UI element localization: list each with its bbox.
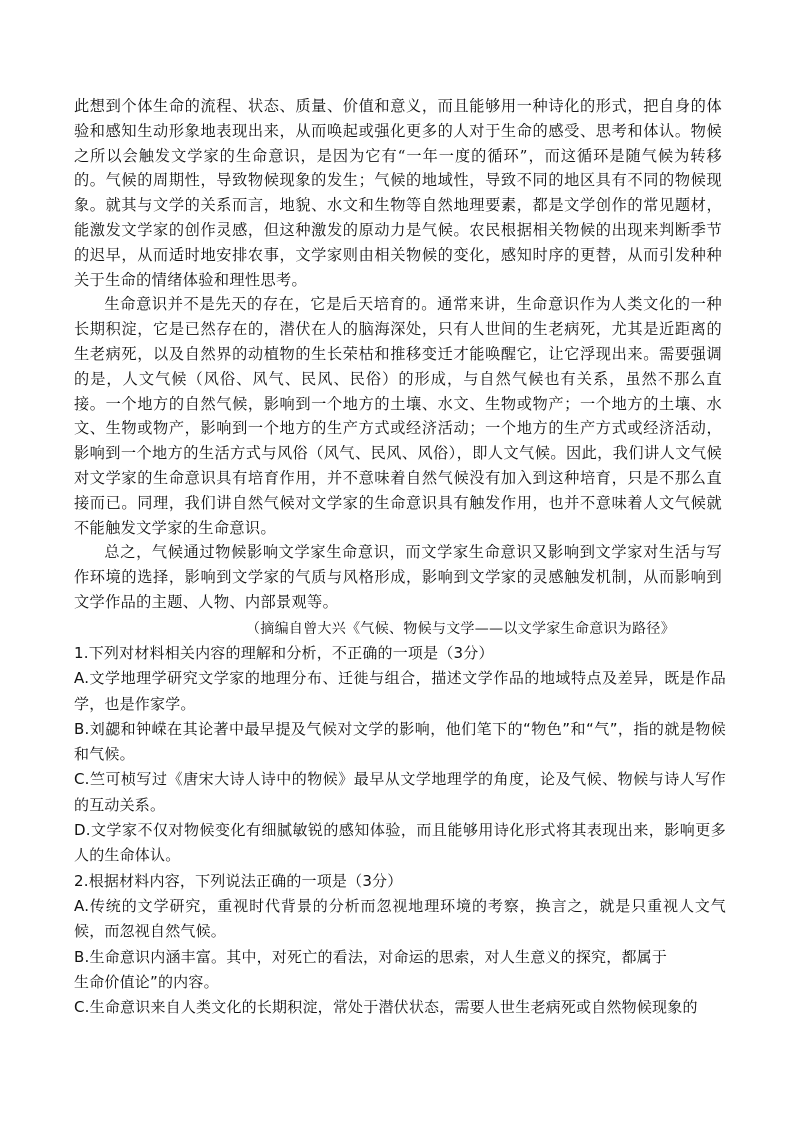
question-2-option-c: C.生命意识来自人类文化的长期积淀，常处于潜伏状态，需要人世生老病死或自然物候现象的: [74, 998, 698, 1017]
question-1-option-d: D.文学家不仅对物候变化有细腻敏锐的感知体验，而且能够用诗化形式将其表现出来，影响更多人的生命体认。: [74, 821, 726, 865]
question-2-option-a: A.传统的文学研究，重视时代背景的分析而忽视地理环境的考察，换言之，就是只重视人文气候，而忽视自然气候。: [74, 896, 726, 941]
question-1-option-b: B.刘勰和钟嵘在其论著中最早提及气候对文学的影响，他们笔下的“物色”和“气”，指的就是物候和气候。: [74, 719, 726, 764]
question-2-stem: 2.根据材料内容，下列说法正确的一项是（3分）: [74, 871, 403, 890]
question-1-stem: 1.下列对材料相关内容的理解和分析，不正确的一项是（3分）: [74, 644, 494, 662]
passage-source-citation: （摘编自曾大兴《气候、物候与文学——以文学家生命意识为路径》: [246, 621, 675, 637]
question-1-option-a: A.文学地理学研究文学家的地理分布、迁徙与组合，描述文学作品的地域特点及差异，既是作品学，也是作家学。: [74, 669, 726, 713]
passage-paragraph-1: 此想到个体生命的流程、状态、质量、价值和意义，而且能够用一种诗化的形式，把自身的体验和感知生动形象地表现出来，从而唤起或强化更多的人对于生命的感受、思考和体认。物候之所以会触发文学家的生命意识，是因为它有“一年一度的循环”，而这循环是随气候为转移的。气候的周期性，导致物候现象的发生；气候的地域性，导致不同的地区具有不同的物候现象。就其与文学的关系而言，地貌、水文和生物等自然地理要素，都是文学创作的常见题材，能激发文学家的创作灵感，但这种激发的原动力是气候。农民根据相关物候的出现来判断季节的迟早，从而适时地安排农事，文学家则由相关物候的变化，感知时序的更替，从而引发种种关于生命的情绪体验和理性思考。: [74, 97, 722, 289]
passage-paragraph-2: 生命意识并不是先天的存在，它是后天培育的。通常来讲，生命意识作为人类文化的一种长期积淀，它是已然存在的，潜伏在人的脑海深处，只有人世间的生老病死，尤其是近距离的生老病死，以及自然界的动植物的生长荣枯和推移变迁才能唤醒它，让它浮现出来。需要强调的是，人文气候（风俗、风气、民风、民俗）的形成，与自然气候也有关系，虽然不那么直接。一个地方的自然气候，影响到一个地方的土壤、水文、生物或物产；一个地方的土壤、水文、生物或物产，影响到一个地方的生产方式或经济活动；一个地方的生产方式或经济活动，影响到一个地方的生活方式与风俗（风气、民风、风俗），即人文气候。因此，我们讲人文气候对文学家的生命意识具有培育作用，并不意味着自然气候没有加入到这种培育，只是不那么直接而已。同理，我们讲自然气候对文学家的生命意识具有触发作用，也并不意味着人文气候就不能触发文学家的生命意识。: [74, 295, 722, 537]
questions-section: [74, 641, 726, 1020]
passage-paragraph-3: 总之，气候通过物候影响文学家生命意识，而文学家生命意识又影响到文学家对生活与写作环境的选择，影响到文学家的气质与风格形成，影响到文学家的灵感触发机制，从而影响到文学作品的主题、人物、内部景观等。: [74, 543, 722, 611]
question-2-option-b: B.生命意识内涵丰富。其中，对死亡的看法，对命运的思索，对人生意义的探究，都属于: [74, 947, 668, 966]
question-1-option-c: C.竺可桢写过《唐宋大诗人诗中的物候》最早从文学地理学的角度，论及气候、物候与诗人写作的互动关系。: [74, 770, 726, 814]
question-2-option-b-continued: 生命价值论”的内容。: [74, 972, 219, 991]
reading-passage: [74, 94, 722, 615]
